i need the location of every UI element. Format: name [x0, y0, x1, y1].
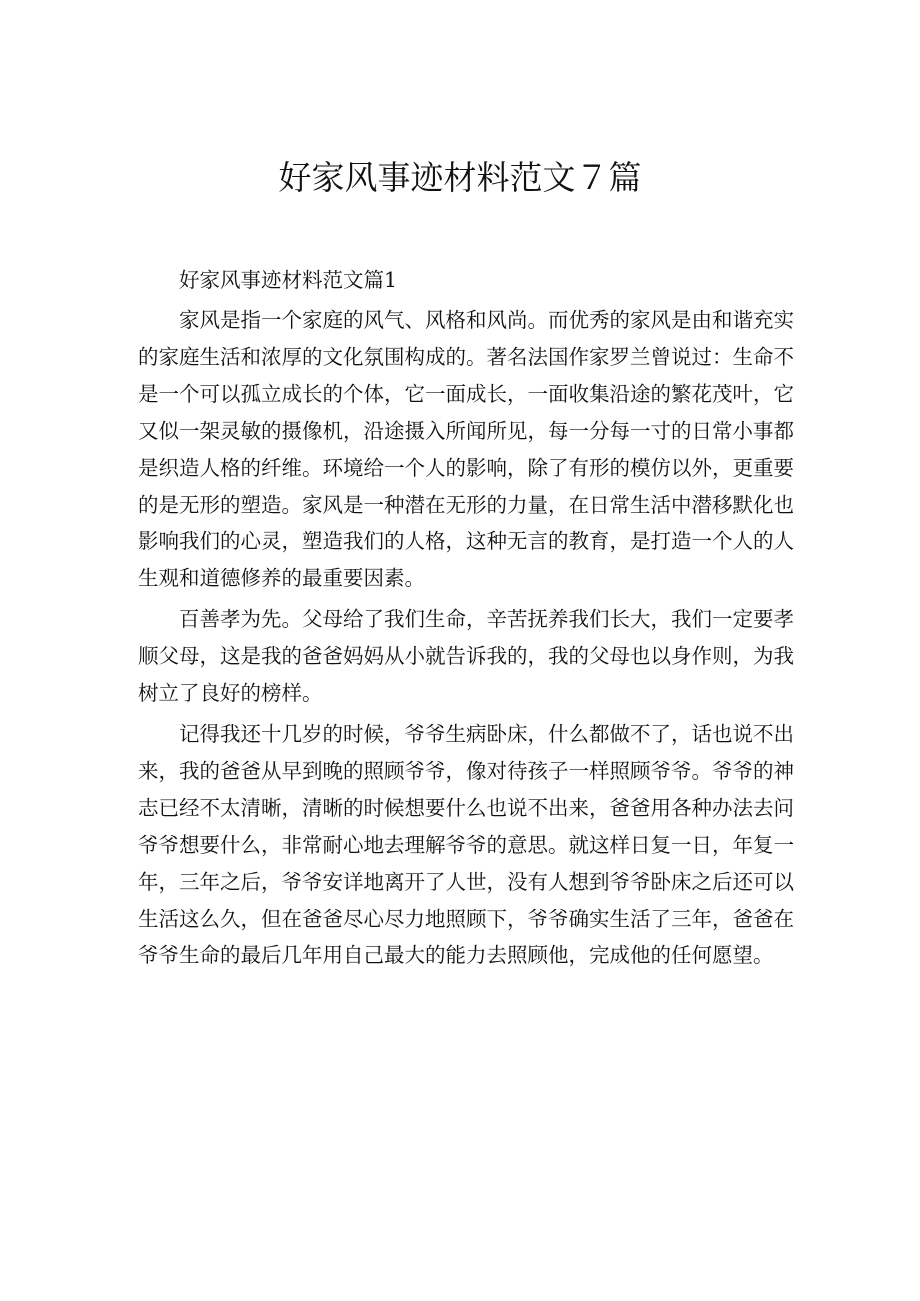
paragraph-filial-piety: 百善孝为先。父母给了我们生命，辛苦抚养我们长大，我们一定要孝顺父母，这是我的爸爸妈妈从小就告诉我的，我的父母也以身作则，为我树立了良好的榜样。 — [138, 607, 794, 706]
paragraph-grandfather-story: 记得我还十几岁的时候，爷爷生病卧床，什么都做不了，话也说不出来，我的爸爸从早到晚的照顾爷爷，像对待孩子一样照顾爷爷。爷爷的神志已经不太清晰，清晰的时候想要什么也说不出来，爸爸用各种办法去问爷爷想要什么，非常耐心地去理解爷爷的意思。就这样日复一日，年复一年，三年之后，爷爷安详地离开了人世，没有人想到爷爷卧床之后还可以生活这么久，但在爸爸尽心尽力地照顾下，爷爷确实生活了三年，爸爸在爷爷生命的最后几年用自己最大的能力去照顾他，完成他的任何愿望。 — [138, 721, 794, 968]
paragraph-family-style-definition: 家风是指一个家庭的风气、风格和风尚。而优秀的家风是由和谐充实的家庭生活和浓厚的文化氛围构成的。著名法国作家罗兰曾说过：生命不是一个可以孤立成长的个体，它一面成长，一面收集沿途的繁花茂叶，它又似一架灵敏的摄像机，沿途摄入所闻所见，每一分每一寸的日常小事都是织造人格的纤维。环境给一个人的影响，除了有形的模仿以外，更重要的是无形的塑造。家风是一种潜在无形的力量，在日常生活中潜移默化也影响我们的心灵，塑造我们的人格，这种无言的教育，是打造一个人的人生观和道德修养的最重要因素。 — [138, 308, 794, 591]
section-heading: 好家风事迹材料范文篇1 — [179, 268, 398, 292]
document-body — [138, 262, 794, 978]
document-title: 好家风事迹材料范文７篇 — [278, 158, 642, 197]
